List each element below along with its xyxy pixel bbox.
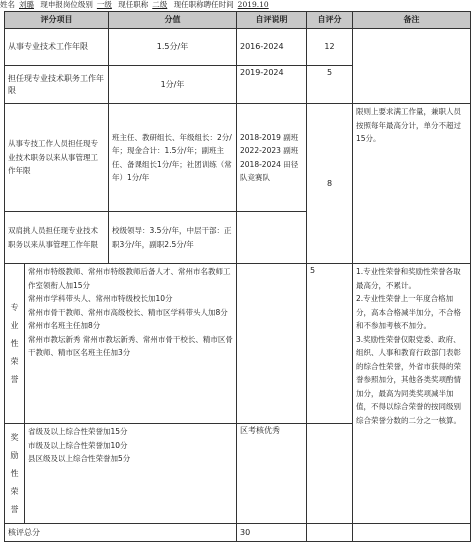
col-header-remark: 备注 [353,12,471,29]
honor-group-label: 奖励性荣誉 [5,424,25,524]
scoring-table [4,11,471,542]
item-cell: 双肩挑人员担任现专业技术职务以来从事管理工作年限 [5,212,109,264]
total-empty [307,524,353,542]
table-row [5,29,471,66]
current-level-value: 一级 [96,0,112,9]
total-value: 30 [237,524,307,542]
present-level-value: 二级 [152,0,168,9]
table-header-row [5,12,471,29]
score-cell: 1分/年 [109,66,237,104]
list-item: 市级及以上综合性荣誉加10分 [28,440,128,450]
col-header-item: 评分项目 [5,12,109,29]
list-item: 常州市教坛新秀 常州市教坛新秀、常州市骨干校长、精市区骨干教师、精市区名班主任加3分 [28,334,233,357]
score-cell: 班主任、教研组长、年级组长：2分/年；现金合计：1.5分/年；副班主任、备课组长1分/年；社团训练（常年）1分/年 [109,104,237,212]
table-row [5,264,471,424]
list-item: 省级及以上综合性荣誉加15分 [28,427,128,436]
self-note-cell-empty [237,264,307,424]
item-cell: 从事专业技术工作年限 [5,29,109,66]
appoint-value: 2019.10 [237,0,269,9]
col-header-self-note: 自评说明 [237,12,307,29]
list-item: 常州市名班主任加8分 [28,321,101,330]
total-empty [353,524,471,542]
honor-items [25,424,237,524]
list-item: 常州市特级教师、常州市特级教师后备人才、常州市名教师工作室领衔人加15分 [28,267,231,290]
col-header-score: 分值 [109,12,237,29]
name-value: 刘璐 [19,0,34,9]
remark-cell: 限则上要求满工作量，兼职人员按照每年最高分计，单分不超过15分。 [353,104,471,264]
total-row [5,524,471,542]
self-note-cell: 2018-2019 副班 2022-2023 副班 2018-2024 田径队竞赛队 [237,104,307,212]
list-item: 常州市骨干教师、常州市高级校长、精市区学科带头人加8分 [28,307,228,317]
present-level-label: 现任职称 [118,0,149,9]
total-label: 核评总分 [5,524,237,542]
self-score-cell: 5 [307,66,353,104]
self-note-cell-empty [237,212,307,264]
col-header-self-score: 自评分 [307,12,353,29]
list-item: 县区级及以上综合性荣誉加5分 [28,454,131,463]
item-cell: 担任现专业技术职务工作年限 [5,66,109,104]
self-score-cell: 12 [307,29,353,66]
remark-item: 1.专业性荣誉和奖励性荣誉各取最高分，不累计。 [356,267,461,290]
remark-cell-empty [353,29,471,104]
self-note-cell: 区考核优秀 [237,424,307,524]
expertise-items [25,264,237,424]
honor-remark-cell [353,264,471,524]
self-score-cell: 5 [307,264,353,424]
current-level-label: 现申报岗位级别 [40,0,93,9]
table-row [5,104,471,212]
remark-item: 3.奖励性荣誉仅限党委、政府、组织、人事和教育行政部门表彰的综合性荣誉，外省市获得的荣誉参照加分，其他各类奖项酌情加分，最高为同类奖项减半加值，不得以综合荣誉的按同级别综合荣誉分数的二分之一核算。 [356,334,461,425]
score-cell: 校级领导：3.5分/年，中层干部：正职3分/年，副职2.5分/年 [109,212,237,264]
form-header [0,0,475,10]
list-item: 常州市学科带头人、常州市特级校长加10分 [28,294,173,303]
self-score-cell: 8 [307,104,353,264]
name-label: 姓名 [0,0,15,9]
item-cell: 从事专技工作人员担任现专业技术职务以来从事管理工作年限 [5,104,109,212]
remark-item: 2.专业性荣誉上一年度合格加分，高本合格减半加分，不合格和不参加考核不加分。 [356,294,461,330]
appoint-label: 现任职称聘任时间 [173,0,234,9]
expertise-group-label: 专业性荣誉 [5,264,25,424]
self-note-cell: 2016-2024 [237,29,307,66]
self-note-cell: 2019-2024 [237,66,307,104]
score-cell: 1.5分/年 [109,29,237,66]
self-score-cell-empty [307,424,353,524]
